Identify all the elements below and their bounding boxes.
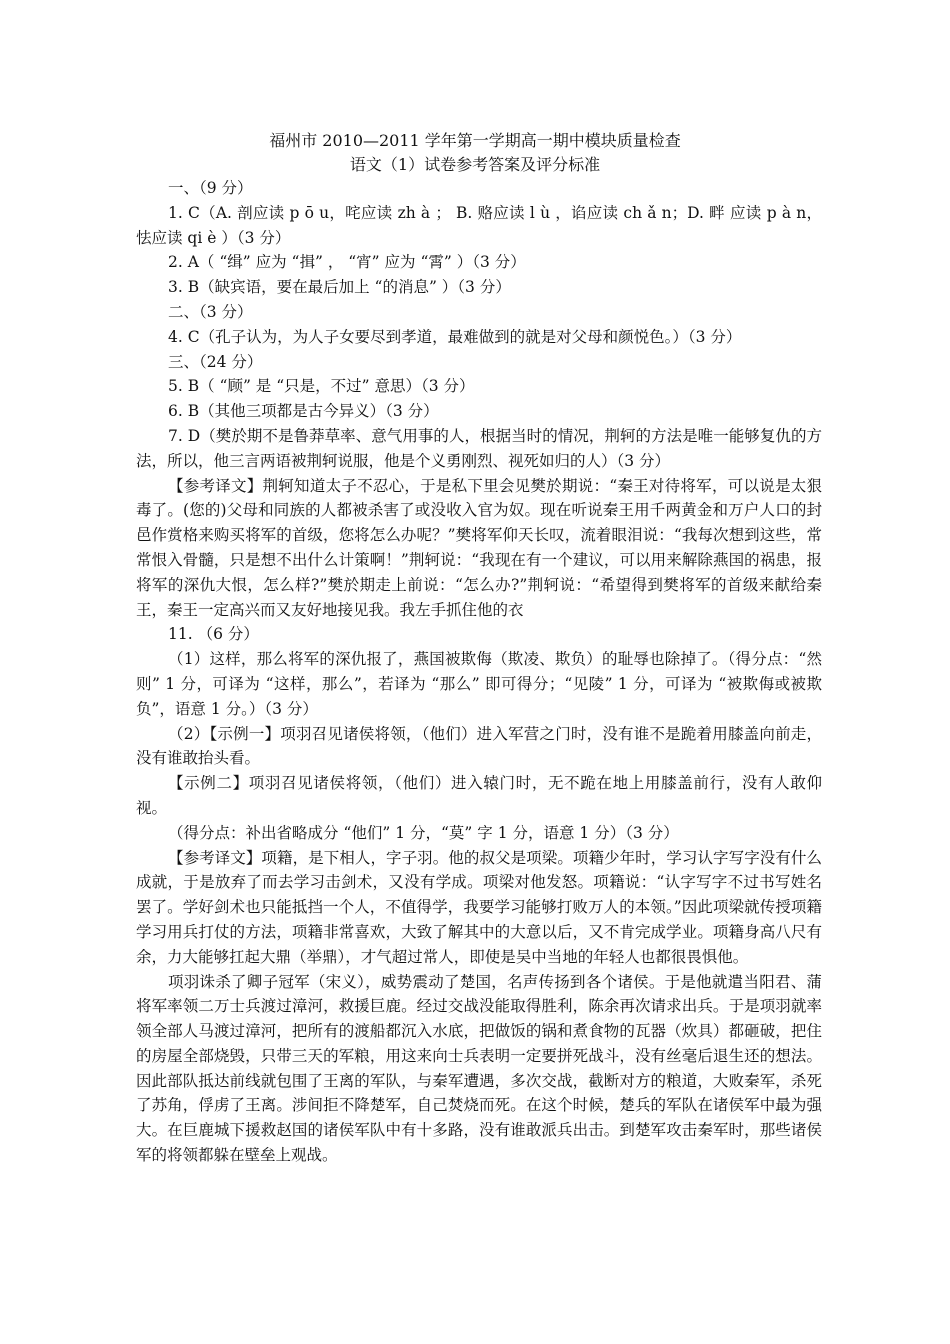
answer-7: 7. D（樊於期不是鲁莽草率、意气用事的人，根据当时的情况，荆轲的方法是唯一能够复仇的方法，所以，他三言两语被荆轲说服，他是个义勇刚烈、视死如归的人）（3 分） <box>136 426 822 470</box>
answer-11-part-1: （1）这样，那么将军的深仇报了，燕国被欺侮（欺凌、欺负）的耻辱也除掉了。（得分点：“然则” 1 分，可译为 “这样，那么”，若译为 “那么” 即可得分；“见陵” 1 分，可译为 “被欺侮或被欺负”，语意 1 分。）（3 分） <box>136 650 822 718</box>
reference-translation-2: 【参考译文】项籍，是下相人，字子羽。他的叔父是项梁。项籍少年时，学习认字写字没有什么成就，于是放弃了而去学习击剑术，又没有学成。项梁对他发怒。项籍说：“认字写字不过书写姓名罢了。学好剑术也只能抵挡一个人，不值得学，我要学习能够打败万人的本领。”因此项梁就传授项籍学习用兵打仗的方法，项籍非常喜欢，大致了解其中的大意以后，又不肯完成学业。项籍身高八尺有余，力大能够扛起大鼎（举鼎），才气超过常人，即使是吴中当地的年轻人也都很畏惧他。 <box>136 848 822 966</box>
answer-1: 1. C（A. 剖应读 p ō u，咤应读 zh à ； B. 赂应读 l ù ，谄应读 ch ǎ n；D. 畔 应读 p à n，怯应读 qi è ）（3 分） <box>136 203 822 247</box>
document-body <box>136 176 822 1168</box>
document-subtitle: 语文（1）试卷参考答案及评分标准 <box>349 155 601 174</box>
answer-11-heading: 11. （6 分） <box>168 625 259 644</box>
answer-3: 3. B（缺宾语，要在最后加上 “的消息” ）（3 分） <box>168 278 511 297</box>
answer-11-part-2-example-2: 【示例二】项羽召见诸侯将领，（他们）进入辕门时，无不跪在地上用膝盖前行，没有人敢仰视。 <box>136 774 822 817</box>
answer-6: 6. B（其他三项都是古今异义）（3 分） <box>168 402 439 421</box>
section-heading-2: 二、（3 分） <box>168 302 253 321</box>
answer-5: 5. B（ “顾” 是 “只是，不过” 意思）（3 分） <box>168 377 475 396</box>
reference-translation-2-continued: 项羽诛杀了卿子冠军（宋义），威势震动了楚国，名声传扬到各个诸侯。于是他就遣当阳君、蒲将军率领二万士兵渡过漳河，救援巨鹿。经过交战没能取得胜利，陈余再次请求出兵。于是项羽就率领全部人马渡过漳河，把所有的渡船都沉入水底，把做饭的锅和煮食物的瓦器（炊具）都砸破，把住的房屋全部烧毁，只带三天的军粮，用这来向士兵表明一定要拼死战斗，没有丝毫后退生还的想法。因此部队抵达前线就包围了王离的军队，与秦军遭遇，多次交战，截断对方的粮道，大败秦军，杀死了苏角，俘虏了王离。涉间拒不降楚军，自己焚烧而死。在这个时候，楚兵的军队在诸侯军中最为强大。在巨鹿城下援救赵国的诸侯军队中有十多路，没有谁敢派兵出击。到楚军攻击秦军时，那些诸侯军的将领都躲在壁垒上观战。 <box>136 972 822 1165</box>
section-heading-3: 三、（24 分） <box>168 352 263 371</box>
reference-translation-1: 【参考译文】荆轲知道太子不忍心，于是私下里会见樊於期说：“秦王对待将军，可以说是太狠毒了。(您的)父母和同族的人都被杀害了或没收入官为奴。现在听说秦王用千两黄金和万户人口的封邑作赏格来购买将军的首级，您将怎么办呢？”樊将军仰天长叹，流着眼泪说：“我每次想到这些，常常恨入骨髓，只是想不出什么计策啊！”荆轲说：“我现在有一个建议，可以用来解除燕国的祸患，报将军的深仇大恨，怎么样?”樊於期走上前说：“怎么办?”荆轲说：“希望得到樊将军的首级来献给秦王，秦王一定高兴而又友好地接见我。我左手抓住他的衣 <box>136 476 822 619</box>
answer-2: 2. A（ “缉” 应为 “揖” ， “宵” 应为 “霄” ）（3 分） <box>168 253 526 272</box>
answer-11-scoring: （得分点：补出省略成分 “他们” 1 分，“莫” 字 1 分，语意 1 分）（3 分） <box>168 823 679 842</box>
answer-11-part-2-example-1: （2）【示例一】项羽召见诸侯将领，（他们）进入军营之门时，没有谁不是跪着用膝盖向前走，没有谁敢抬头看。 <box>136 724 822 768</box>
section-heading-1: 一、（9 分） <box>168 179 253 197</box>
document-title: 福州市 2010—2011 学年第一学期高一期中模块质量检查 <box>269 131 681 150</box>
answer-4: 4. C（孔子认为，为人子女要尽到孝道，最难做到的就是对父母和颜悦色。）（3 分） <box>168 327 742 346</box>
